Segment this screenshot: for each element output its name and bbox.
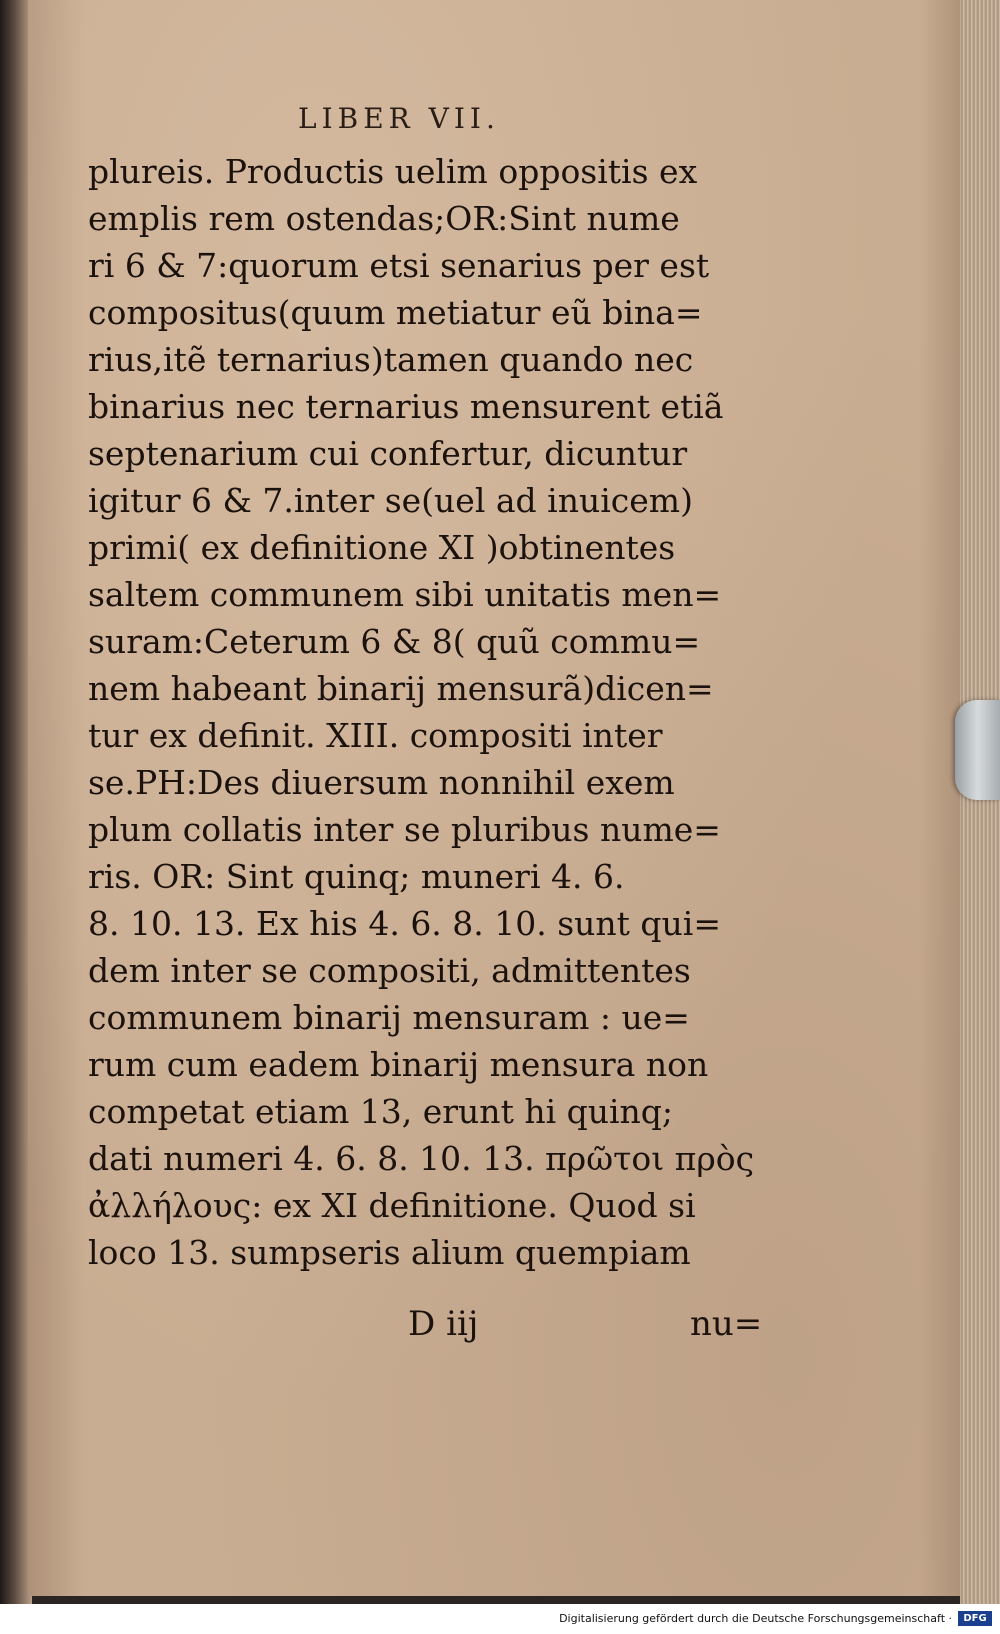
text-line: igitur 6 & 7.inter se(uel ad inuicem) (88, 481, 693, 520)
text-line: competat etiam 13, erunt hi quinq; (88, 1092, 674, 1131)
text-line: communem binarij mensuram : ue= (88, 998, 690, 1037)
clip-tab (955, 700, 1000, 800)
text-line: saltem communem sibi unitatis men= (88, 575, 722, 614)
text-line: se.PH:Des diuersum nonnihil exem (88, 763, 675, 802)
page-footer (0, 1304, 1000, 1348)
text-line: suram:Ceterum 6 & 8( quũ commu= (88, 622, 701, 661)
text-line: ri 6 & 7:quorum etsi senarius per est (88, 246, 710, 285)
dfg-logo: DFG (958, 1611, 992, 1626)
text-line: tur ex definit. XIII. compositi inter (88, 716, 663, 755)
text-line: loco 13. sumpseris alium quempiam (88, 1233, 691, 1272)
page-edges (960, 0, 1000, 1604)
text-line: plum collatis inter se pluribus nume= (88, 810, 721, 849)
credit-bar (0, 1604, 1000, 1634)
text-line: plureis. Productis uelim oppositis ex (88, 152, 698, 191)
text-line: emplis rem ostendas;OR:Sint nume (88, 199, 680, 238)
body-text (88, 148, 768, 1276)
text-line: primi( ex definitione XI )obtinentes (88, 528, 676, 567)
text-line: rius,itẽ ternarius)tamen quando nec (88, 340, 694, 379)
catchword: nu= (690, 1304, 763, 1344)
funding-credit: Digitalisierung gefördert durch die Deutsche Forschungsgemeinschaft · (559, 1612, 952, 1625)
text-line: binarius nec ternarius mensurent etiã (88, 387, 724, 426)
text-line: 8. 10. 13. Ex his 4. 6. 8. 10. sunt qui= (88, 904, 722, 943)
signature-mark: D iij (408, 1304, 479, 1344)
text-line: ἀλλήλους: ex XI definitione. Quod si (88, 1186, 696, 1225)
text-line: dati numeri 4. 6. 8. 10. 13. πρῶτοι πρὸς (88, 1139, 755, 1178)
text-line: ris. OR: Sint quinq; muneri 4. 6. (88, 857, 625, 896)
running-header: LIBER VII. (298, 102, 500, 135)
text-line: compositus(quum metiatur eũ bina= (88, 293, 703, 332)
text-line: nem habeant binarij mensurã)dicen= (88, 669, 714, 708)
text-line: septenarium cui confertur, dicuntur (88, 434, 688, 473)
text-line: dem inter se compositi, admittentes (88, 951, 691, 990)
text-line: rum cum eadem binarij mensura non (88, 1045, 709, 1084)
